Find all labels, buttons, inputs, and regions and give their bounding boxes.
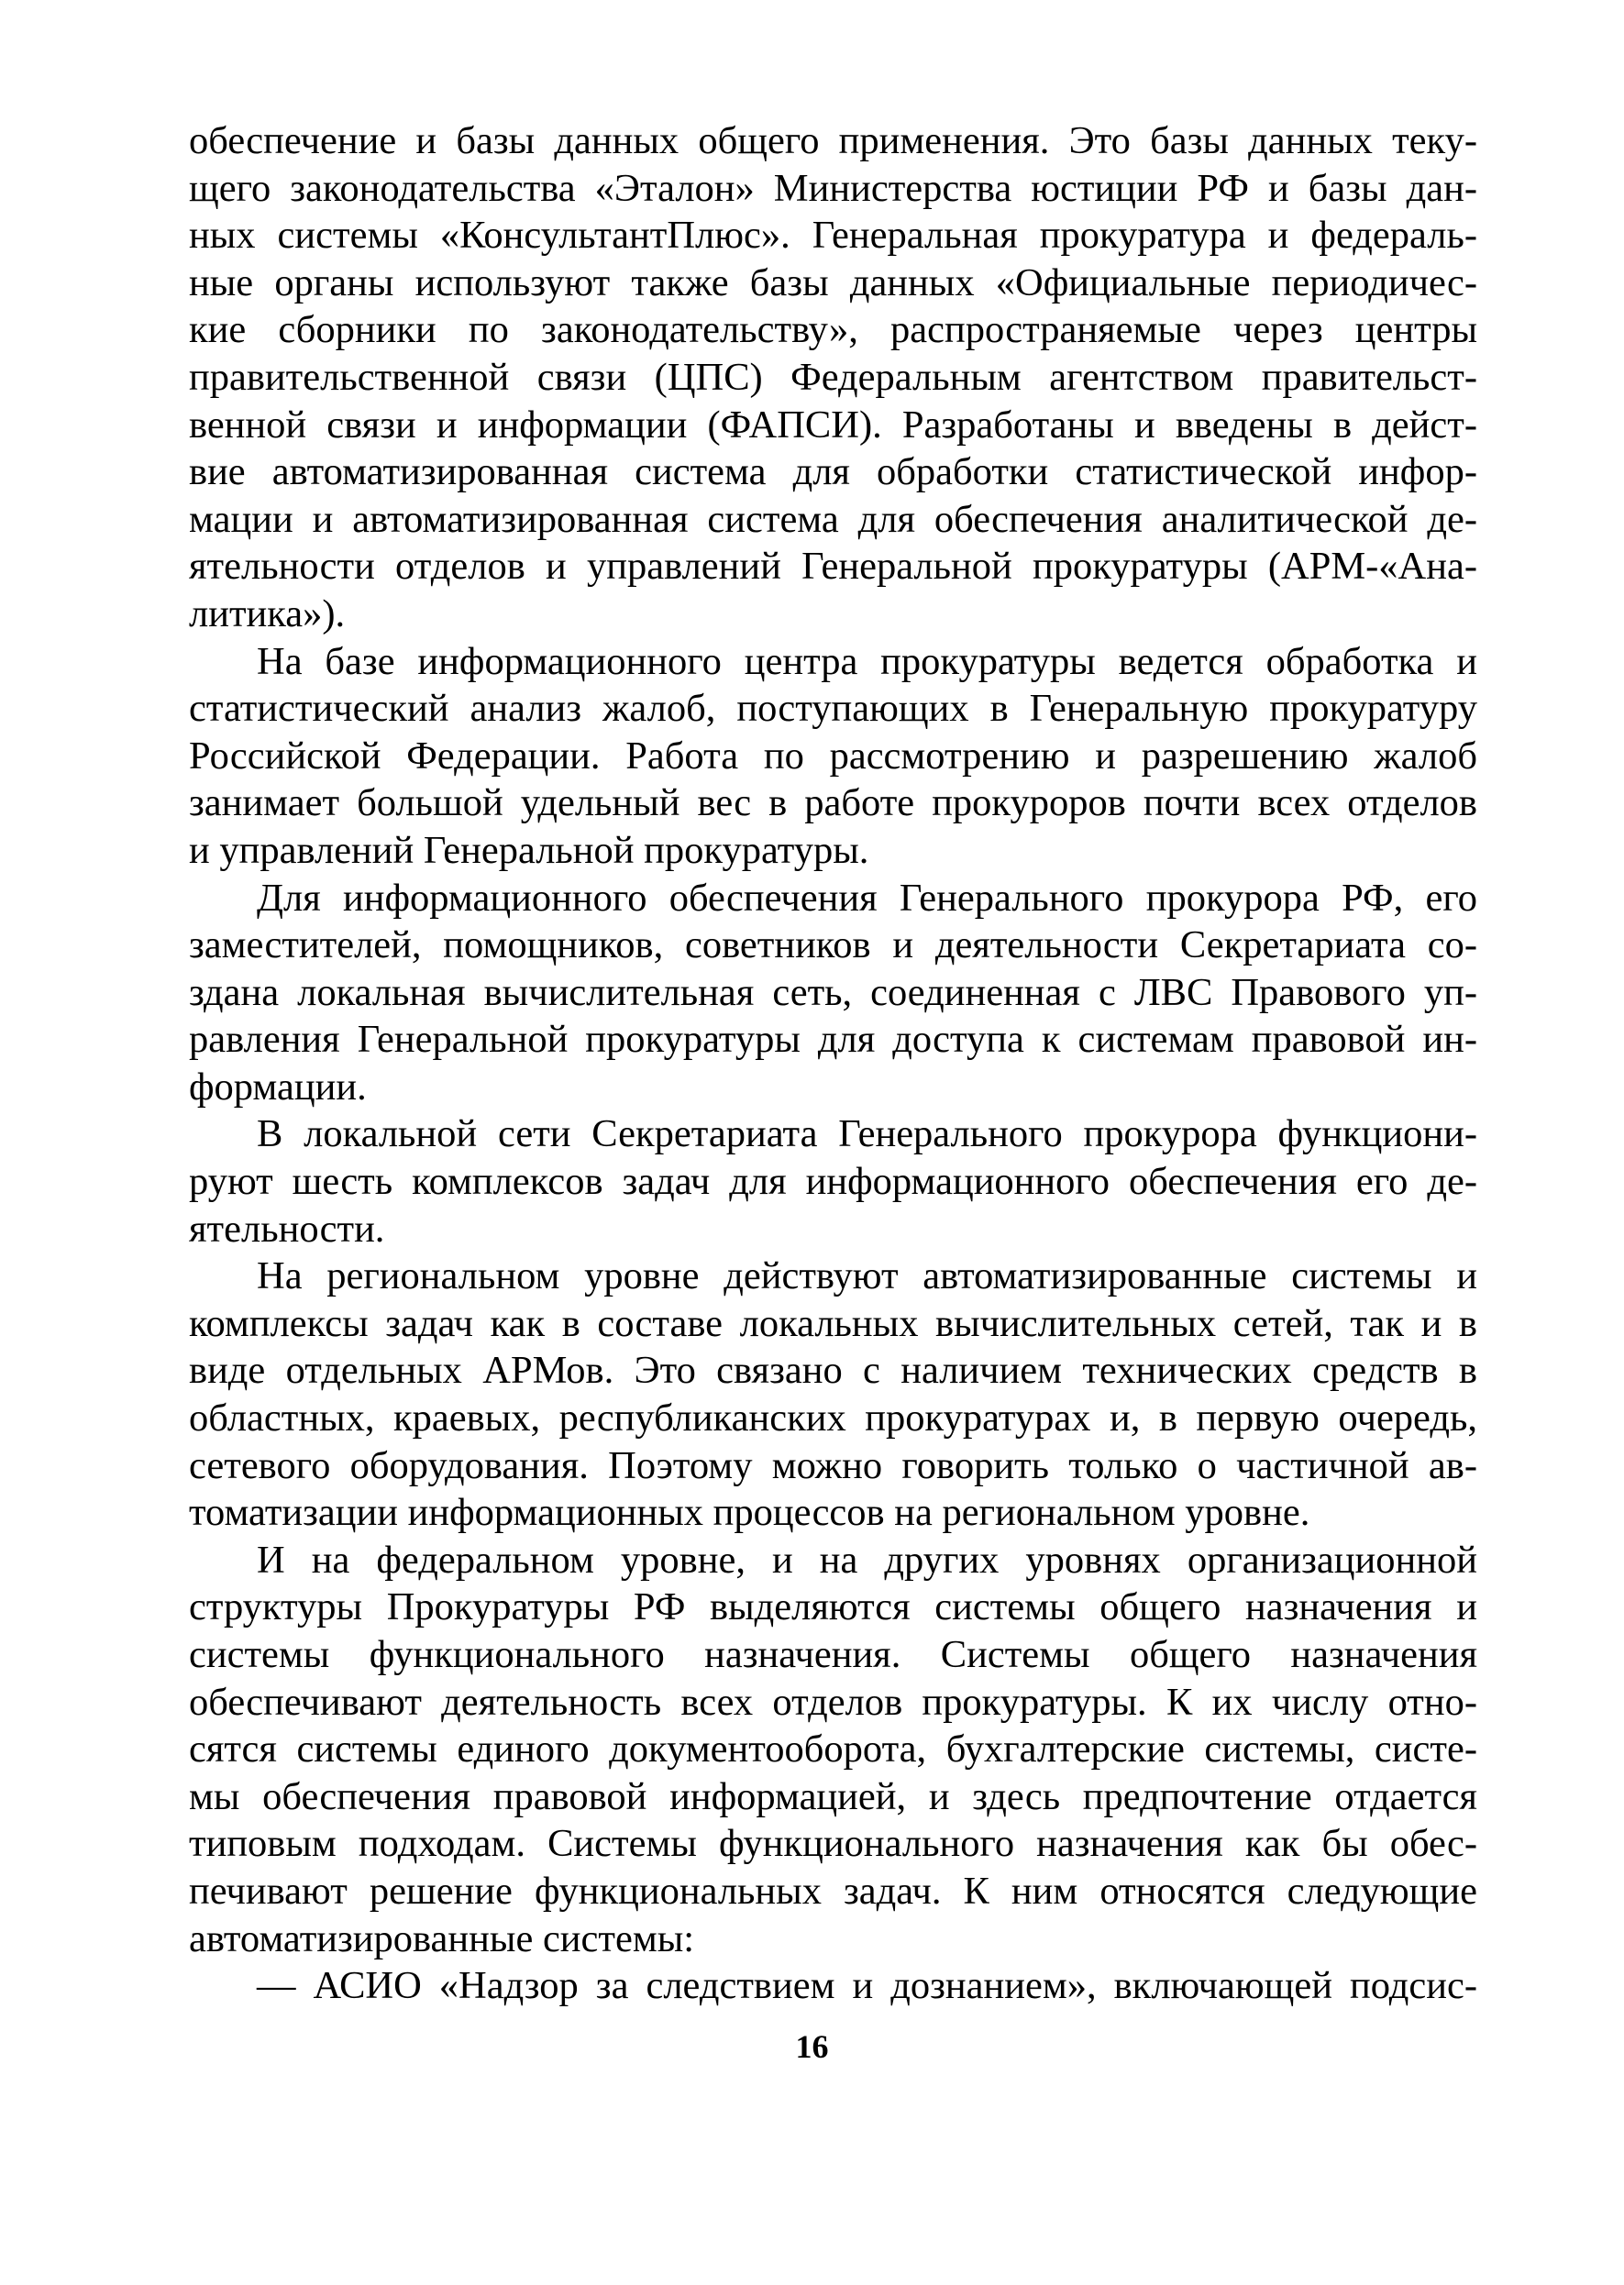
- paragraph: [189, 1537, 1477, 1962]
- text-line: виде отдельных АРМов. Это связано с наличием технических средств в: [189, 1349, 1477, 1393]
- body-text: [189, 117, 1477, 2010]
- text-line: И на федеральном уровне, и на других уровнях организационной: [257, 1538, 1477, 1582]
- text-line: правительственной связи (ЦПС) Федеральным агентством правительст-: [189, 355, 1477, 399]
- text-line: автоматизированные системы:: [189, 1916, 695, 1960]
- text-line: мации и автоматизированная система для обеспечения аналитической де-: [189, 497, 1477, 541]
- text-line: руют шесть комплексов задач для информационного обеспечения его де-: [189, 1160, 1477, 1204]
- text-line: литика»).: [189, 591, 346, 635]
- paragraph: [189, 1253, 1477, 1537]
- text-line: формации.: [189, 1065, 367, 1109]
- paragraph: [189, 875, 1477, 1111]
- text-line: равления Генеральной прокуратуры для доступа к системам правовой ин-: [189, 1018, 1477, 1062]
- text-line: томатизации информационных процессов на региональном уровне.: [189, 1491, 1310, 1535]
- text-line: занимает большой удельный вес в работе прокуроров почти всех отделов: [189, 781, 1477, 825]
- paragraph: [189, 117, 1477, 638]
- text-line: Российской Федерации. Работа по рассмотрению и разрешению жалоб: [189, 734, 1477, 778]
- paragraph: [189, 638, 1477, 875]
- text-line: и управлений Генеральной прокуратуры.: [189, 828, 869, 872]
- text-line: вие автоматизированная система для обработки статистической инфор-: [189, 450, 1477, 494]
- text-line: кие сборники по законодательству», распространяемые через центры: [189, 308, 1477, 352]
- text-line: комплексы задач как в составе локальных вычислительных сетей, так и в: [189, 1301, 1477, 1345]
- text-line: В локальной сети Секретариата Генерального прокурора функциони-: [257, 1112, 1477, 1156]
- text-line: печивают решение функциональных задач. К ним относятся следующие: [189, 1869, 1477, 1913]
- text-line: ных системы «КонсультантПлюс». Генеральная прокуратура и федераль-: [189, 214, 1477, 258]
- text-line: ятельности.: [189, 1207, 385, 1251]
- text-line: обеспечивают деятельность всех отделов прокуратуры. К их числу отно-: [189, 1680, 1477, 1724]
- text-line: — АСИО «Надзор за следствием и дознанием», включающей подсис-: [257, 1964, 1477, 2008]
- paragraph: [189, 1962, 1477, 2010]
- text-line: венной связи и информации (ФАПСИ). Разработаны и введены в дейст-: [189, 403, 1477, 447]
- text-line: щего законодательства «Эталон» Министерства юстиции РФ и базы дан-: [189, 166, 1477, 210]
- text-line: типовым подходам. Системы функционального назначения как бы обес-: [189, 1822, 1477, 1866]
- text-line: ные органы используют также базы данных «Официальные периодичес-: [189, 260, 1477, 304]
- text-line: здана локальная вычислительная сеть, соединенная с ЛВС Правового уп-: [189, 970, 1477, 1014]
- text-line: областных, краевых, республиканских прокуратурах и, в первую очередь,: [189, 1396, 1477, 1441]
- text-line: На базе информационного центра прокуратуры ведется обработка и: [257, 639, 1477, 683]
- text-line: На региональном уровне действуют автоматизированные системы и: [257, 1254, 1477, 1298]
- text-line: системы функционального назначения. Системы общего назначения: [189, 1633, 1477, 1676]
- text-line: сятся системы единого документооборота, бухгалтерские системы, систе-: [189, 1728, 1477, 1772]
- text-line: сетевого оборудования. Поэтому можно говорить только о частичной ав-: [189, 1443, 1477, 1487]
- text-line: заместителей, помощников, советников и деятельности Секретариата со-: [189, 923, 1477, 967]
- text-line: структуры Прокуратуры РФ выделяются системы общего назначения и: [189, 1585, 1477, 1629]
- page-number: 16: [795, 2028, 829, 2065]
- text-line: статистический анализ жалоб, поступающих в Генеральную прокуратуру: [189, 687, 1477, 731]
- text-line: мы обеспечения правовой информацией, и здесь предпочтение отдается: [189, 1774, 1477, 1818]
- text-line: ятельности отделов и управлений Генеральной прокуратуры (АРМ-«Ана-: [189, 545, 1477, 589]
- text-line: Для информационного обеспечения Генерального прокурора РФ, его: [257, 876, 1477, 920]
- paragraph: [189, 1110, 1477, 1253]
- text-line: обеспечение и базы данных общего применения. Это базы данных теку-: [189, 119, 1477, 162]
